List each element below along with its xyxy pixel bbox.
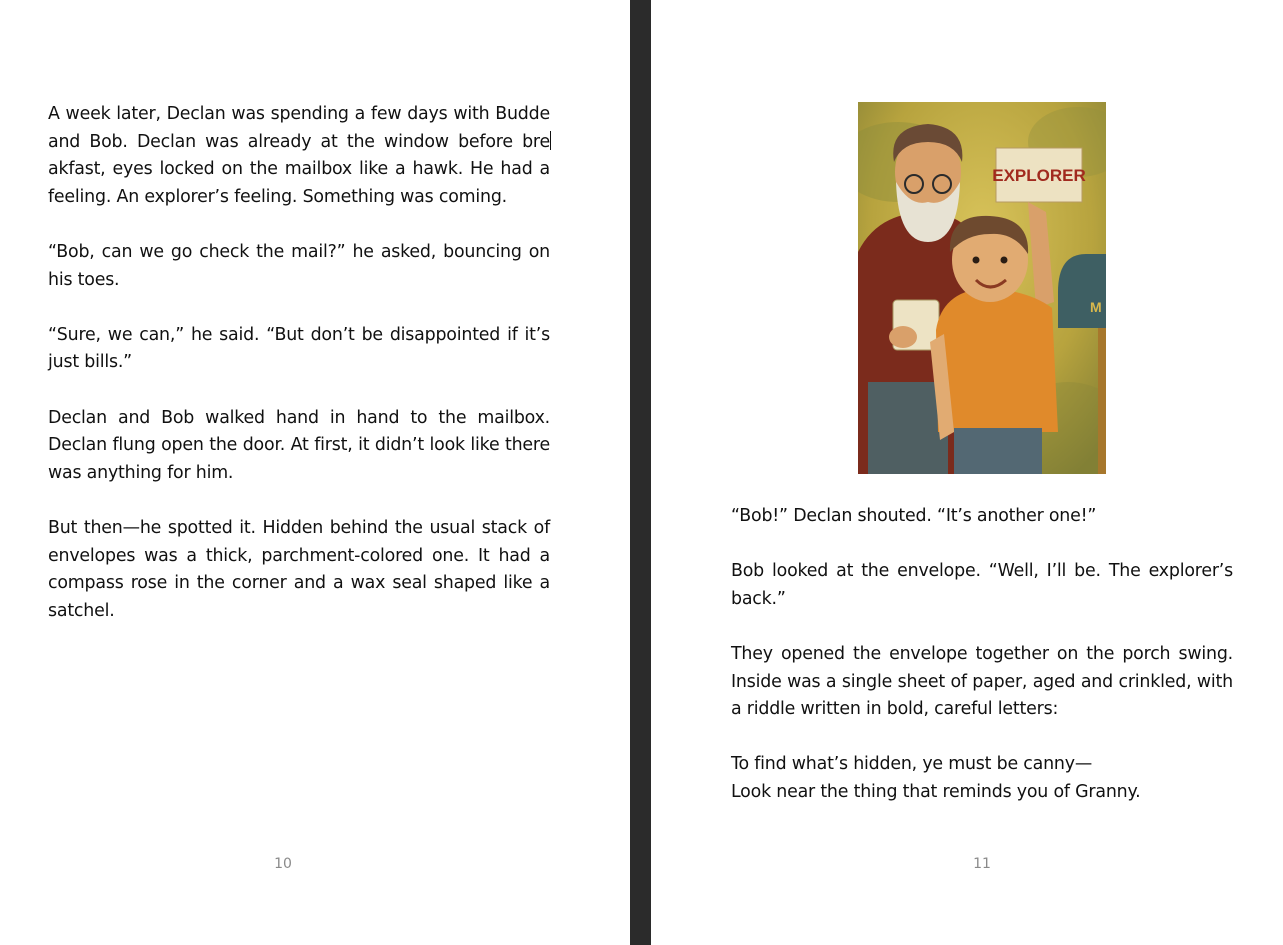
explorer-sign-text: EXPLORER xyxy=(992,166,1086,185)
paragraph: “Bob!” Declan shouted. “It’s another one!” xyxy=(731,506,1097,526)
paragraph-text-after-cursor: akfast, eyes locked on the mailbox like a hawk. He had a feeling. An explorer’s feeling. Something was coming. xyxy=(48,159,550,207)
illustration-image xyxy=(858,102,1106,474)
mailbox-post xyxy=(1098,322,1106,474)
boy-eye xyxy=(1001,257,1008,264)
riddle-line: Look near the thing that reminds you of Granny. xyxy=(731,781,1141,802)
mailbox-letter: M xyxy=(1090,299,1102,315)
paragraph-text-before-cursor: A week later, Declan was spending a few days with Budde and Bob. Declan was already at the window before bre xyxy=(48,104,550,152)
paragraph: But then—he spotted it. Hidden behind the usual stack of envelopes was a thick, parchment-colored one. It had a compass rose in the corner and a wax seal shaped like a satchel. xyxy=(48,517,550,621)
left-page-text[interactable] xyxy=(48,101,550,653)
boy-shirt xyxy=(936,288,1058,432)
left-page xyxy=(0,0,630,945)
paragraph xyxy=(48,101,550,211)
right-page xyxy=(651,0,1283,945)
paragraph: “Bob, can we go check the mail?” he asked, bouncing on his toes. xyxy=(48,241,550,290)
text-cursor xyxy=(550,131,551,150)
page-number: 11 xyxy=(973,856,991,872)
paragraph: Bob looked at the envelope. “Well, I’ll be. The explorer’s back.” xyxy=(731,561,1233,609)
grandfather-hand xyxy=(889,326,917,348)
boy-pants xyxy=(954,428,1042,474)
right-page-text[interactable] xyxy=(731,503,1233,807)
paragraph: They opened the envelope together on the porch swing. Inside was a single sheet of paper, aged and crinkled, with a riddle written in bold, careful letters: xyxy=(731,643,1233,720)
boy-eye xyxy=(973,257,980,264)
story-illustration[interactable] xyxy=(858,102,1106,474)
page-number: 10 xyxy=(274,856,292,872)
page-gutter xyxy=(630,0,651,945)
paragraph: “Sure, we can,” he said. “But don’t be disappointed if it’s just bills.” xyxy=(48,324,550,373)
riddle xyxy=(731,751,1233,806)
paragraph: Declan and Bob walked hand in hand to the mailbox. Declan flung open the door. At first, it didn’t look like there was anything for him. xyxy=(48,407,550,483)
mailbox xyxy=(1058,254,1106,328)
riddle-line: To find what’s hidden, ye must be canny— xyxy=(731,754,1093,775)
